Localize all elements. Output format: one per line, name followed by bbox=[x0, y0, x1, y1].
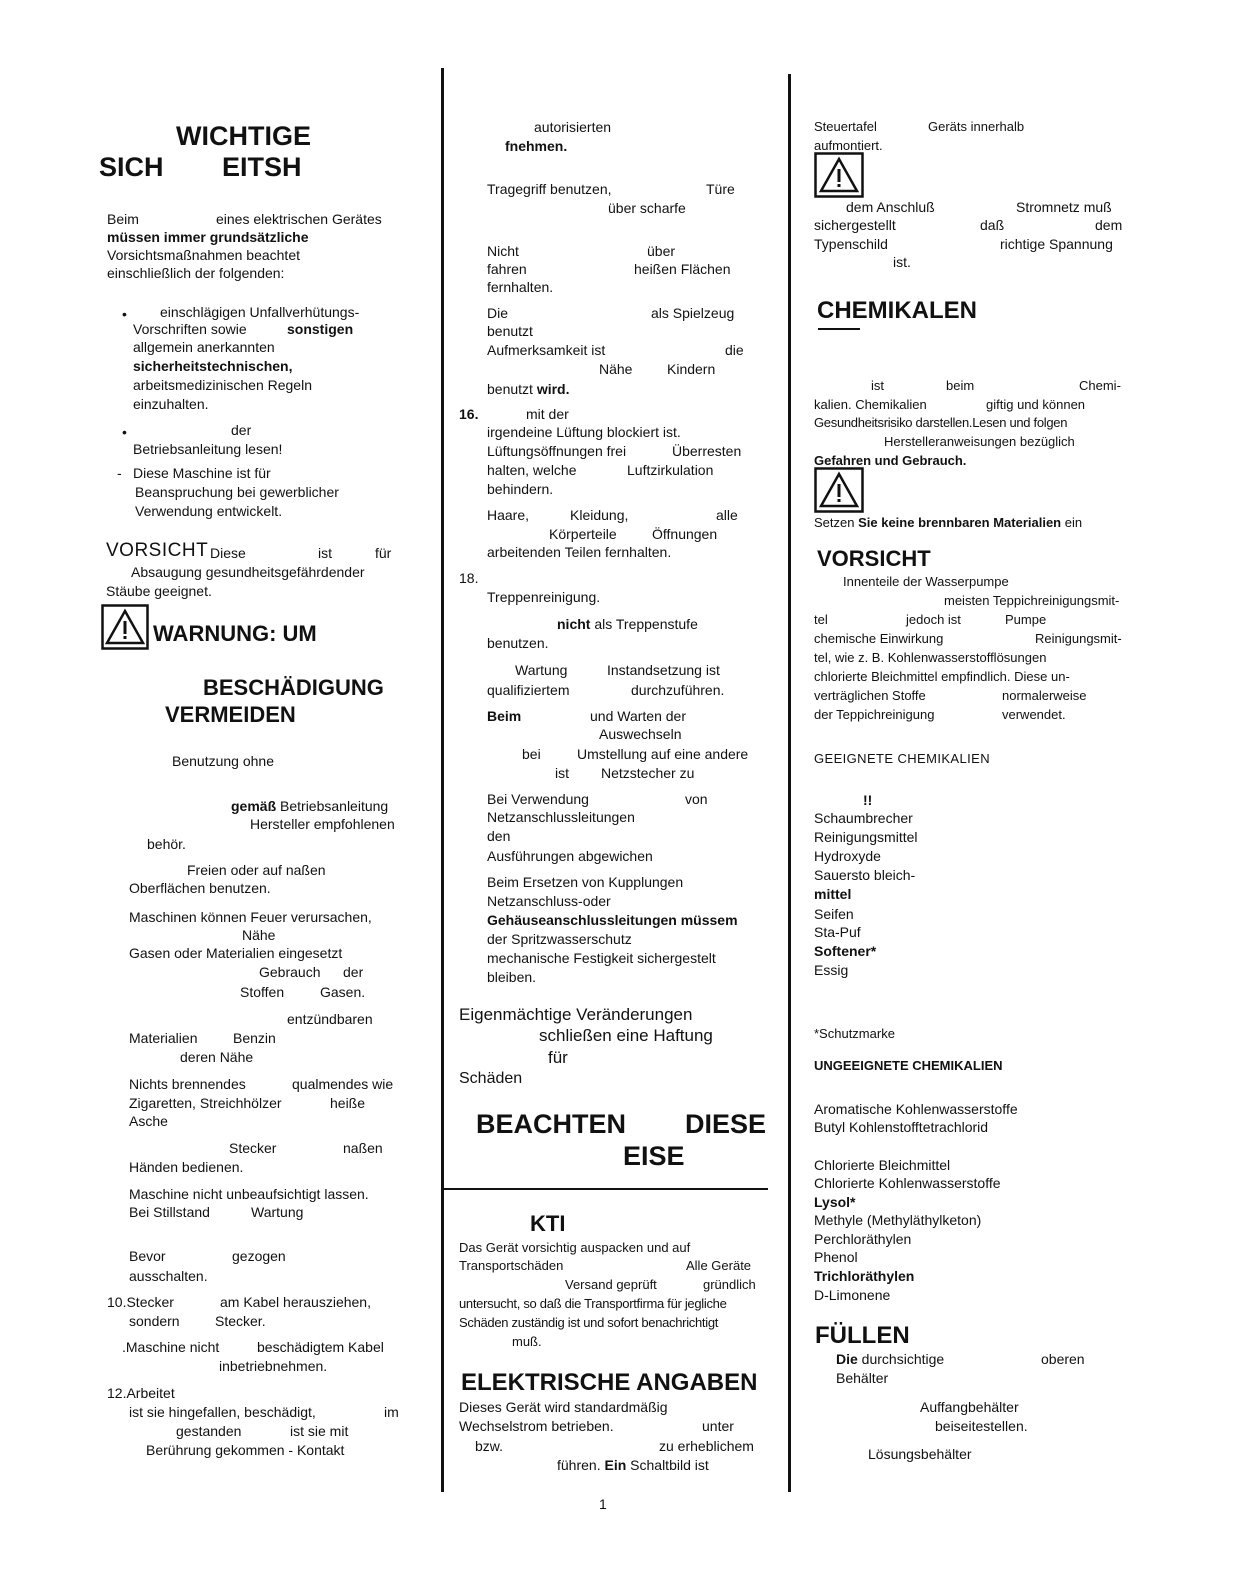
body-text: Netzanschlussleitungen bbox=[487, 809, 635, 825]
beachten-heading: BEACHTEN bbox=[476, 1109, 627, 1139]
body-text: Gesundheitsrisiko darstellen.Lesen und folgen bbox=[814, 415, 1068, 430]
body-text: Materialien bbox=[129, 1030, 198, 1046]
body-text: untersucht, so daß die Transportfirma für jegliche bbox=[459, 1296, 727, 1311]
body-text: aufmontiert. bbox=[814, 138, 883, 153]
body-text: Netzstecher zu bbox=[601, 765, 695, 781]
body-text: Gasen oder Materialien eingesetzt bbox=[129, 945, 343, 961]
title-line-1: WICHTIGE bbox=[176, 121, 311, 151]
body-text: richtige Spannung bbox=[1000, 236, 1113, 252]
bullet-dash: - bbox=[117, 465, 122, 481]
ungeeignete-heading: UNGEEIGNETE CHEMIKALIEN bbox=[814, 1058, 1003, 1073]
bullet-text: sonstigen bbox=[287, 321, 354, 337]
body-text: Alle Geräte bbox=[686, 1258, 752, 1273]
list-item: Seifen bbox=[814, 906, 854, 922]
body-text: Türe bbox=[706, 181, 735, 197]
body-text: naßen bbox=[343, 1140, 383, 1156]
body-text: führen. Ein Schaltbild ist bbox=[557, 1457, 709, 1473]
body-text: Oberflächen benutzen. bbox=[129, 880, 271, 896]
vorsicht-text: Absaugung gesundheitsgefährdender bbox=[131, 564, 365, 580]
body-text: verträglichen Stoffe bbox=[814, 688, 926, 703]
body-text: behindern. bbox=[487, 481, 554, 497]
list-item: D-Limonene bbox=[814, 1287, 891, 1303]
body-text: Steuertafel bbox=[814, 119, 877, 134]
body-text: Gasen. bbox=[320, 984, 366, 1000]
vorsicht-text: Stäube geeignet. bbox=[106, 583, 212, 599]
body-text: giftig und können bbox=[986, 397, 1086, 412]
bullet-text: arbeitsmedizinischen Regeln bbox=[133, 377, 312, 393]
body-text: beiseitestellen. bbox=[935, 1418, 1028, 1434]
body-text: daß bbox=[980, 217, 1005, 233]
body-text: Luftzirkulation bbox=[627, 462, 714, 478]
body-text: und Warten der bbox=[590, 708, 686, 724]
chemikalen-heading: CHEMIKALEN bbox=[817, 297, 977, 324]
haftung-text: Eigenmächtige Veränderungen bbox=[459, 1005, 693, 1024]
body-text: Haare, bbox=[487, 507, 530, 523]
body-text: gemäß Betriebsanleitung bbox=[231, 798, 389, 814]
kti-heading: KTI bbox=[530, 1211, 566, 1236]
list-item: Phenol bbox=[814, 1249, 858, 1265]
intro-text: eines elektrischen Gerätes bbox=[216, 211, 382, 227]
body-text: Herstelleranweisungen bezüglich bbox=[884, 434, 1075, 449]
list-item: mittel bbox=[814, 886, 852, 902]
body-text: Kindern bbox=[667, 361, 716, 377]
body-text: fahren bbox=[487, 261, 527, 277]
intro-text: einschließlich der folgenden: bbox=[107, 265, 285, 281]
warnung-heading: VERMEIDEN bbox=[165, 702, 296, 727]
body-text: deren Nähe bbox=[180, 1049, 254, 1065]
body-text: gestanden bbox=[176, 1423, 242, 1439]
body-text: fernhalten. bbox=[487, 279, 554, 295]
body-text: ist sie mit bbox=[290, 1423, 349, 1439]
bullet-text: der bbox=[231, 422, 252, 438]
body-text: meisten Teppichreinigungsmit- bbox=[944, 593, 1120, 608]
body-text: muß. bbox=[512, 1334, 542, 1349]
bullet-text: Verwendung entwickelt. bbox=[135, 503, 283, 519]
body-text: Netzanschluss-oder bbox=[487, 893, 611, 909]
body-text: Stromnetz muß bbox=[1016, 199, 1112, 215]
item-number: 16. bbox=[459, 406, 479, 422]
list-item: Trichloräthylen bbox=[814, 1268, 915, 1284]
geeignete-heading: GEEIGNETE CHEMIKALIEN bbox=[814, 751, 990, 766]
vorsicht-text: Diese bbox=[210, 545, 246, 561]
body-text: Gehäuseanschlussleitungen müssem bbox=[487, 912, 738, 928]
list-item: Butyl Kohlenstofftetrachlorid bbox=[814, 1119, 989, 1135]
body-text: Beim Ersetzen von Kupplungen bbox=[487, 874, 684, 890]
bullet-text: Vorschriften sowie bbox=[133, 321, 247, 337]
body-text: dem bbox=[1095, 217, 1123, 233]
body-text: Kleidung, bbox=[570, 507, 629, 523]
body-text: 12.Arbeitet bbox=[107, 1385, 175, 1401]
body-text: gezogen bbox=[232, 1248, 286, 1264]
list-item: Softener* bbox=[814, 943, 877, 959]
body-text: .Maschine nicht bbox=[122, 1339, 220, 1355]
vorsicht-heading: VORSICHT bbox=[817, 546, 931, 571]
fullen-heading: FÜLLEN bbox=[815, 1322, 910, 1349]
body-text: die bbox=[725, 342, 744, 358]
body-text: Ausführungen abgewichen bbox=[487, 848, 653, 864]
body-text: verwendet. bbox=[1002, 707, 1066, 722]
list-item: Methyle (Methyläthylketon) bbox=[814, 1212, 982, 1228]
haftung-text: für bbox=[548, 1048, 568, 1067]
warning-triangle-icon bbox=[101, 604, 149, 650]
body-text: Asche bbox=[129, 1113, 168, 1129]
intro-text: Beim bbox=[107, 211, 139, 227]
body-text: Treppenreinigung. bbox=[487, 589, 601, 605]
column-divider-left bbox=[441, 68, 444, 1492]
body-text: Stecker bbox=[229, 1140, 277, 1156]
body-text: Öffnungen bbox=[652, 526, 718, 542]
list-item: Hydroxyde bbox=[814, 848, 881, 864]
body-text: Die durchsichtige bbox=[836, 1351, 945, 1367]
bullet-text: sicherheitstechnischen, bbox=[133, 358, 293, 374]
elektrische-heading: ELEKTRISCHE ANGABEN bbox=[461, 1369, 758, 1396]
list-item: Chlorierte Bleichmittel bbox=[814, 1157, 951, 1173]
footnote: *Schutzmarke bbox=[814, 1026, 895, 1041]
body-text: ist sie hingefallen, beschädigt, bbox=[129, 1404, 316, 1420]
body-text: jedoch ist bbox=[906, 612, 961, 627]
bullet-text: allgemein anerkannten bbox=[133, 339, 275, 355]
body-text: ausschalten. bbox=[129, 1268, 208, 1284]
body-text: kalien. Chemikalien bbox=[814, 397, 927, 412]
body-text: Auffangbehälter bbox=[920, 1399, 1019, 1415]
body-text: Setzen Sie keine brennbaren Materialien ein bbox=[814, 515, 1083, 530]
body-text: Innenteile der Wasserpumpe bbox=[843, 574, 1009, 589]
body-text: behör. bbox=[147, 836, 186, 852]
body-text: Freien oder auf naßen bbox=[187, 862, 326, 878]
body-text: zu erheblichem bbox=[659, 1438, 754, 1454]
bullet-text: einschlägigen Unfallverhütungs- bbox=[160, 304, 360, 320]
body-text: qualifiziertem bbox=[487, 682, 570, 698]
body-text: Die bbox=[487, 305, 509, 321]
body-text: Maschine nicht unbeaufsichtigt lassen. bbox=[129, 1186, 369, 1202]
haftung-text: Schäden bbox=[459, 1070, 523, 1087]
beachten-heading: EISE bbox=[623, 1141, 685, 1171]
body-text: am Kabel herausziehen, bbox=[220, 1294, 371, 1310]
body-text: chemische Einwirkung bbox=[814, 631, 944, 646]
body-text: Behälter bbox=[836, 1370, 889, 1386]
body-text: Wartung bbox=[251, 1204, 304, 1220]
body-text: mit der bbox=[526, 406, 569, 422]
bullet-dot: • bbox=[122, 306, 127, 322]
body-text: irgendeine Lüftung blockiert ist. bbox=[487, 424, 681, 440]
bullet-text: Diese Maschine ist für bbox=[133, 465, 271, 481]
bullet-text: einzuhalten. bbox=[133, 396, 209, 412]
page-number: 1 bbox=[599, 1496, 607, 1512]
body-text: Dieses Gerät wird standardmäßig bbox=[459, 1399, 668, 1415]
list-item: Perchloräthylen bbox=[814, 1231, 912, 1247]
warnung-heading: BESCHÄDIGUNG bbox=[203, 675, 384, 700]
intro-text: müssen immer grundsätzliche bbox=[107, 229, 309, 245]
body-text: sondern bbox=[129, 1313, 180, 1329]
bullet-dot: • bbox=[122, 424, 127, 440]
body-text: der Spritzwasserschutz bbox=[487, 931, 632, 947]
body-text: Lüftungsöffnungen frei bbox=[487, 443, 627, 459]
body-text: Reinigungsmit- bbox=[1035, 631, 1122, 646]
body-text: Bevor bbox=[129, 1248, 166, 1264]
body-text: Körperteile bbox=[549, 526, 617, 542]
body-text: tel bbox=[814, 612, 828, 627]
body-text: ist. bbox=[893, 254, 911, 270]
body-text: halten, welche bbox=[487, 462, 577, 478]
body-text: qualmendes wie bbox=[292, 1076, 394, 1092]
body-text: Versand geprüft bbox=[565, 1277, 657, 1292]
body-text: Nähe bbox=[599, 361, 633, 377]
body-text: Umstellung auf eine andere bbox=[577, 746, 749, 762]
warnung-heading: WARNUNG: UM bbox=[153, 621, 317, 646]
body-text: Das Gerät vorsichtig auspacken und auf bbox=[459, 1240, 691, 1255]
list-item: Schaumbrecher bbox=[814, 810, 913, 826]
body-text: arbeitenden Teilen fernhalten. bbox=[487, 544, 672, 560]
body-text: Aufmerksamkeit ist bbox=[487, 342, 606, 358]
body-text: Nichts brennendes bbox=[129, 1076, 246, 1092]
body-text: Beim bbox=[487, 708, 522, 724]
body-text: entzündbaren bbox=[287, 1011, 373, 1027]
body-text: chlorierte Bleichmittel empfindlich. Diese un- bbox=[814, 669, 1070, 684]
body-text: über scharfe bbox=[608, 200, 686, 216]
warning-triangle-icon bbox=[814, 467, 864, 513]
body-text: benutzt wird. bbox=[487, 381, 570, 397]
body-text: Auswechseln bbox=[599, 726, 682, 742]
item-number: 18. bbox=[459, 570, 479, 586]
body-text: alle bbox=[716, 507, 738, 523]
body-text: benutzt bbox=[487, 323, 533, 339]
body-text: der Teppichreinigung bbox=[814, 707, 935, 722]
body-text: inbetriebnehmen. bbox=[219, 1358, 328, 1374]
list-item: Essig bbox=[814, 962, 849, 978]
body-text: Schäden zuständig ist und sofort benachrichtigt bbox=[459, 1315, 719, 1330]
body-text: Chemi- bbox=[1079, 378, 1121, 393]
list-item: Reinigungsmittel bbox=[814, 829, 918, 845]
body-text: Bei Stillstand bbox=[129, 1204, 210, 1220]
list-item: Sta-Puf bbox=[814, 924, 861, 940]
body-text: Lösungsbehälter bbox=[868, 1446, 972, 1462]
body-text: dem Anschluß bbox=[846, 199, 935, 215]
column-divider-right bbox=[788, 74, 791, 1492]
body-text: von bbox=[685, 791, 708, 807]
body-text: normalerweise bbox=[1002, 688, 1087, 703]
list-item: Aromatische Kohlenwasserstoffe bbox=[814, 1101, 1018, 1117]
body-text: heiße bbox=[330, 1095, 366, 1111]
body-text: sichergestellt bbox=[814, 217, 896, 233]
list-item: Chlorierte Kohlenwasserstoffe bbox=[814, 1175, 1001, 1191]
body-text: über bbox=[647, 243, 676, 259]
vorsicht-label: VORSICHT bbox=[106, 540, 209, 561]
body-text: nicht als Treppenstufe bbox=[557, 616, 698, 632]
vorsicht-text: ist bbox=[318, 545, 332, 561]
body-text: Zigaretten, Streichhölzer bbox=[129, 1095, 282, 1111]
body-text: Gefahren und Gebrauch. bbox=[814, 453, 967, 468]
body-text: tel, wie z. B. Kohlenwasserstofflösungen bbox=[814, 650, 1047, 665]
body-text: Tragegriff benutzen, bbox=[487, 181, 612, 197]
body-text: Stoffen bbox=[240, 984, 285, 1000]
heading-underline bbox=[818, 328, 860, 330]
haftung-text: schließen eine Haftung bbox=[539, 1026, 713, 1045]
body-text: benutzen. bbox=[487, 635, 549, 651]
body-text: Stecker. bbox=[215, 1313, 266, 1329]
body-text: Nicht bbox=[487, 243, 519, 259]
body-text: Nähe bbox=[242, 927, 276, 943]
body-text: bleiben. bbox=[487, 969, 537, 985]
body-text: beschädigtem Kabel bbox=[257, 1339, 384, 1355]
body-text: Bei Verwendung bbox=[487, 791, 589, 807]
body-text: autorisierten bbox=[534, 119, 612, 135]
body-text: Geräts innerhalb bbox=[928, 119, 1025, 134]
body-text: Pumpe bbox=[1005, 612, 1047, 627]
body-text: gründlich bbox=[703, 1277, 756, 1292]
body-text: ist bbox=[555, 765, 569, 781]
body-text: der bbox=[343, 964, 364, 980]
body-text: Instandsetzung ist bbox=[607, 662, 720, 678]
body-text: Transportschäden bbox=[459, 1258, 564, 1273]
body-text: 10.Stecker bbox=[107, 1294, 174, 1310]
body-text: Typenschild bbox=[814, 236, 888, 252]
list-item: Lysol* bbox=[814, 1194, 856, 1210]
body-text: durchzuführen. bbox=[631, 682, 725, 698]
bullet-text: Betriebsanleitung lesen! bbox=[133, 441, 283, 457]
body-text: Wechselstrom betrieben. bbox=[459, 1418, 614, 1434]
body-text: den bbox=[487, 828, 511, 844]
body-text: Benutzung ohne bbox=[172, 753, 274, 769]
body-text: heißen Flächen bbox=[634, 261, 731, 277]
list-item: Sauersto bleich- bbox=[814, 867, 916, 883]
body-text: bzw. bbox=[475, 1438, 504, 1454]
body-text: beim bbox=[946, 378, 975, 393]
vorsicht-text: für bbox=[375, 545, 392, 561]
body-text: mechanische Festigkeit sichergestelt bbox=[487, 950, 716, 966]
intro-text: Vorsichtsmaßnahmen beachtet bbox=[107, 247, 300, 263]
body-text: Hersteller empfohlenen bbox=[250, 816, 395, 832]
body-text: Händen bedienen. bbox=[129, 1159, 244, 1175]
body-text: Maschinen können Feuer verursachen, bbox=[129, 909, 372, 925]
body-text: Überresten bbox=[672, 443, 742, 459]
bullet-text: Beanspruchung bei gewerblicher bbox=[135, 484, 339, 500]
body-text: bei bbox=[522, 746, 541, 762]
body-text: fnehmen. bbox=[505, 138, 568, 154]
body-text: Wartung bbox=[515, 662, 568, 678]
warning-triangle-icon bbox=[814, 152, 864, 198]
list-item: !! bbox=[863, 792, 873, 808]
title-line-2b: EITSH bbox=[222, 152, 302, 182]
body-text: oberen bbox=[1041, 1351, 1085, 1367]
body-text: Gebrauch bbox=[259, 964, 321, 980]
beachten-heading: DIESE bbox=[685, 1109, 767, 1139]
body-text: als Spielzeug bbox=[651, 305, 735, 321]
body-text: im bbox=[384, 1404, 399, 1420]
body-text: unter bbox=[702, 1418, 734, 1434]
body-text: ist bbox=[871, 378, 884, 393]
section-divider bbox=[444, 1188, 768, 1190]
body-text: Berührung gekommen - Kontakt bbox=[146, 1442, 345, 1458]
title-line-2a: SICH bbox=[99, 152, 164, 182]
body-text: Benzin bbox=[233, 1030, 276, 1046]
